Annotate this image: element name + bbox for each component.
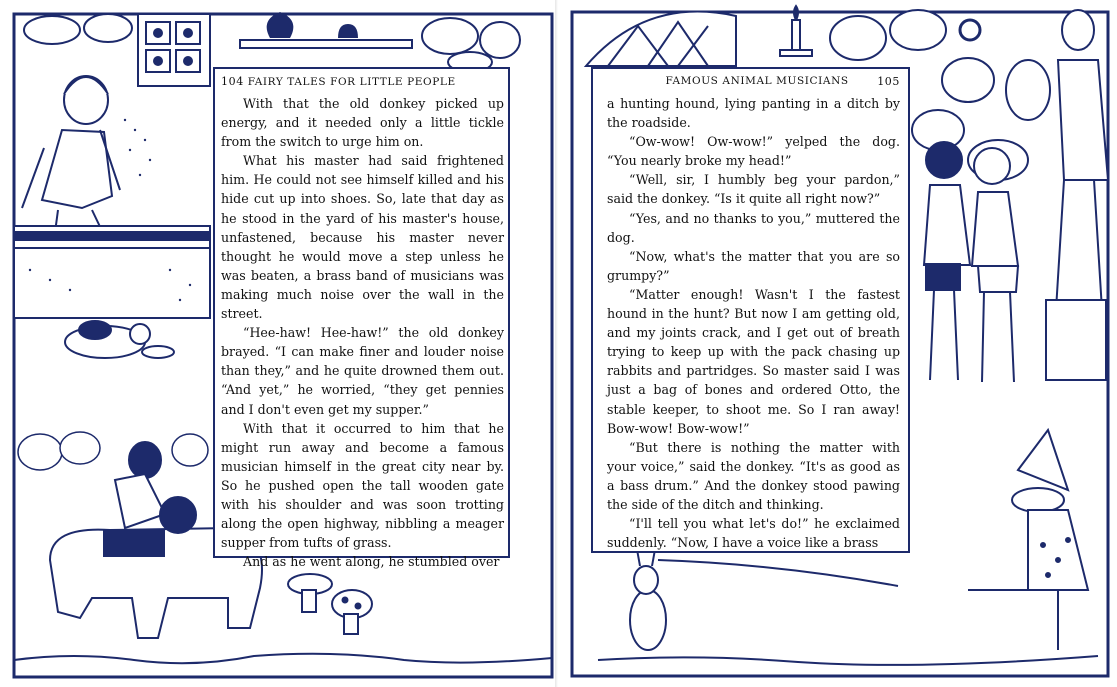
left-paragraph: And as he went along, he stumbled over: [243, 554, 500, 570]
grass-line: [14, 654, 552, 663]
left-paragraph: What his master had said frightened him. He could not see himself killed and his hide cut up into shoes. So, late that day as he stood in the yard of his master's house, unfastened, because his master never thought he would move a step unless he was beaten, a brass band of musicians was making much noise over the wall in the street.: [221, 153, 504, 322]
right-page-number: 105: [877, 75, 900, 88]
hill-line: [658, 560, 898, 586]
cat-illustration: [65, 321, 174, 358]
right-running-head: [607, 75, 900, 88]
bush-illustration: [18, 432, 208, 470]
left-paragraph: “Hee-haw! Hee-haw!” the old donkey brayed. “I can make finer and louder noise than they,” and he quite drowned them out. “And yet,” he worried, “they get pennies and I don't even get my supper.”: [221, 325, 504, 417]
two-boys-illustration: [924, 142, 1018, 382]
right-running-title: FAMOUS ANIMAL MUSICIANS: [665, 75, 849, 87]
window-illustration: [138, 14, 210, 86]
jester-illustration: [968, 430, 1088, 650]
left-running-head: [221, 75, 504, 88]
garden-wall: [14, 226, 210, 318]
right-paragraph: “I'll tell you what let's do!” he exclaimed suddenly. “Now, I have a voice like a brass: [607, 516, 900, 551]
left-page: [0, 0, 558, 687]
left-paragraph: With that it occurred to him that he might run away and become a famous musician himself in the great city near by. So he pushed open the tall wooden gate with his shoulder and was soon trotting along the open highway, nibbling a meager supper from tufts of grass.: [221, 420, 504, 551]
right-page: [558, 0, 1117, 687]
mushroom-illustration: [288, 574, 372, 634]
right-paragraph: “But there is nothing the matter with your voice,” said the donkey. “It's as good as a bass drum.” And the donkey stood pawing the side of the ditch and thinking.: [607, 439, 900, 512]
door-ring: [960, 20, 980, 40]
left-page-number: 104: [221, 75, 244, 88]
right-text-block: [591, 67, 910, 553]
right-paragraph: a hunting hound, lying panting in a ditch by the roadside.: [607, 96, 900, 131]
tall-man-illustration: [1046, 10, 1108, 380]
right-paragraph: “Matter enough! Wasn't I the fastest hound in the hunt? But now I am getting old, and my joints crack, and I get out of breath trying to keep up with the pack chasing up rabbits and partridges. So master said I was just a bag of bones and ordered Otto, the stable keeper, to shoot me. So I ran away! Bow-wow! Bow-wow!”: [607, 286, 900, 436]
lattice-window: [586, 12, 736, 66]
left-text-block: [213, 67, 510, 570]
right-paragraph: “Now, what's the matter that you are so grumpy?”: [607, 248, 900, 283]
right-paragraph: “Yes, and no thanks to you,” muttered the dog.: [607, 210, 900, 245]
left-running-title: FAIRY TALES FOR LITTLE PEOPLE: [247, 76, 456, 88]
shelf-illustration: [240, 12, 412, 48]
left-paragraph: With that the old donkey picked up energy, and it needed only a little tickle from the switch to urge him on.: [221, 96, 504, 150]
right-paragraph: “Well, sir, I humbly beg your pardon,” said the donkey. “Is it quite all right now?”: [607, 172, 900, 207]
ground-line: [598, 656, 1098, 665]
right-paragraph: “Ow-wow! Ow-wow!” yelped the dog. “You nearly broke my head!”: [607, 134, 900, 169]
